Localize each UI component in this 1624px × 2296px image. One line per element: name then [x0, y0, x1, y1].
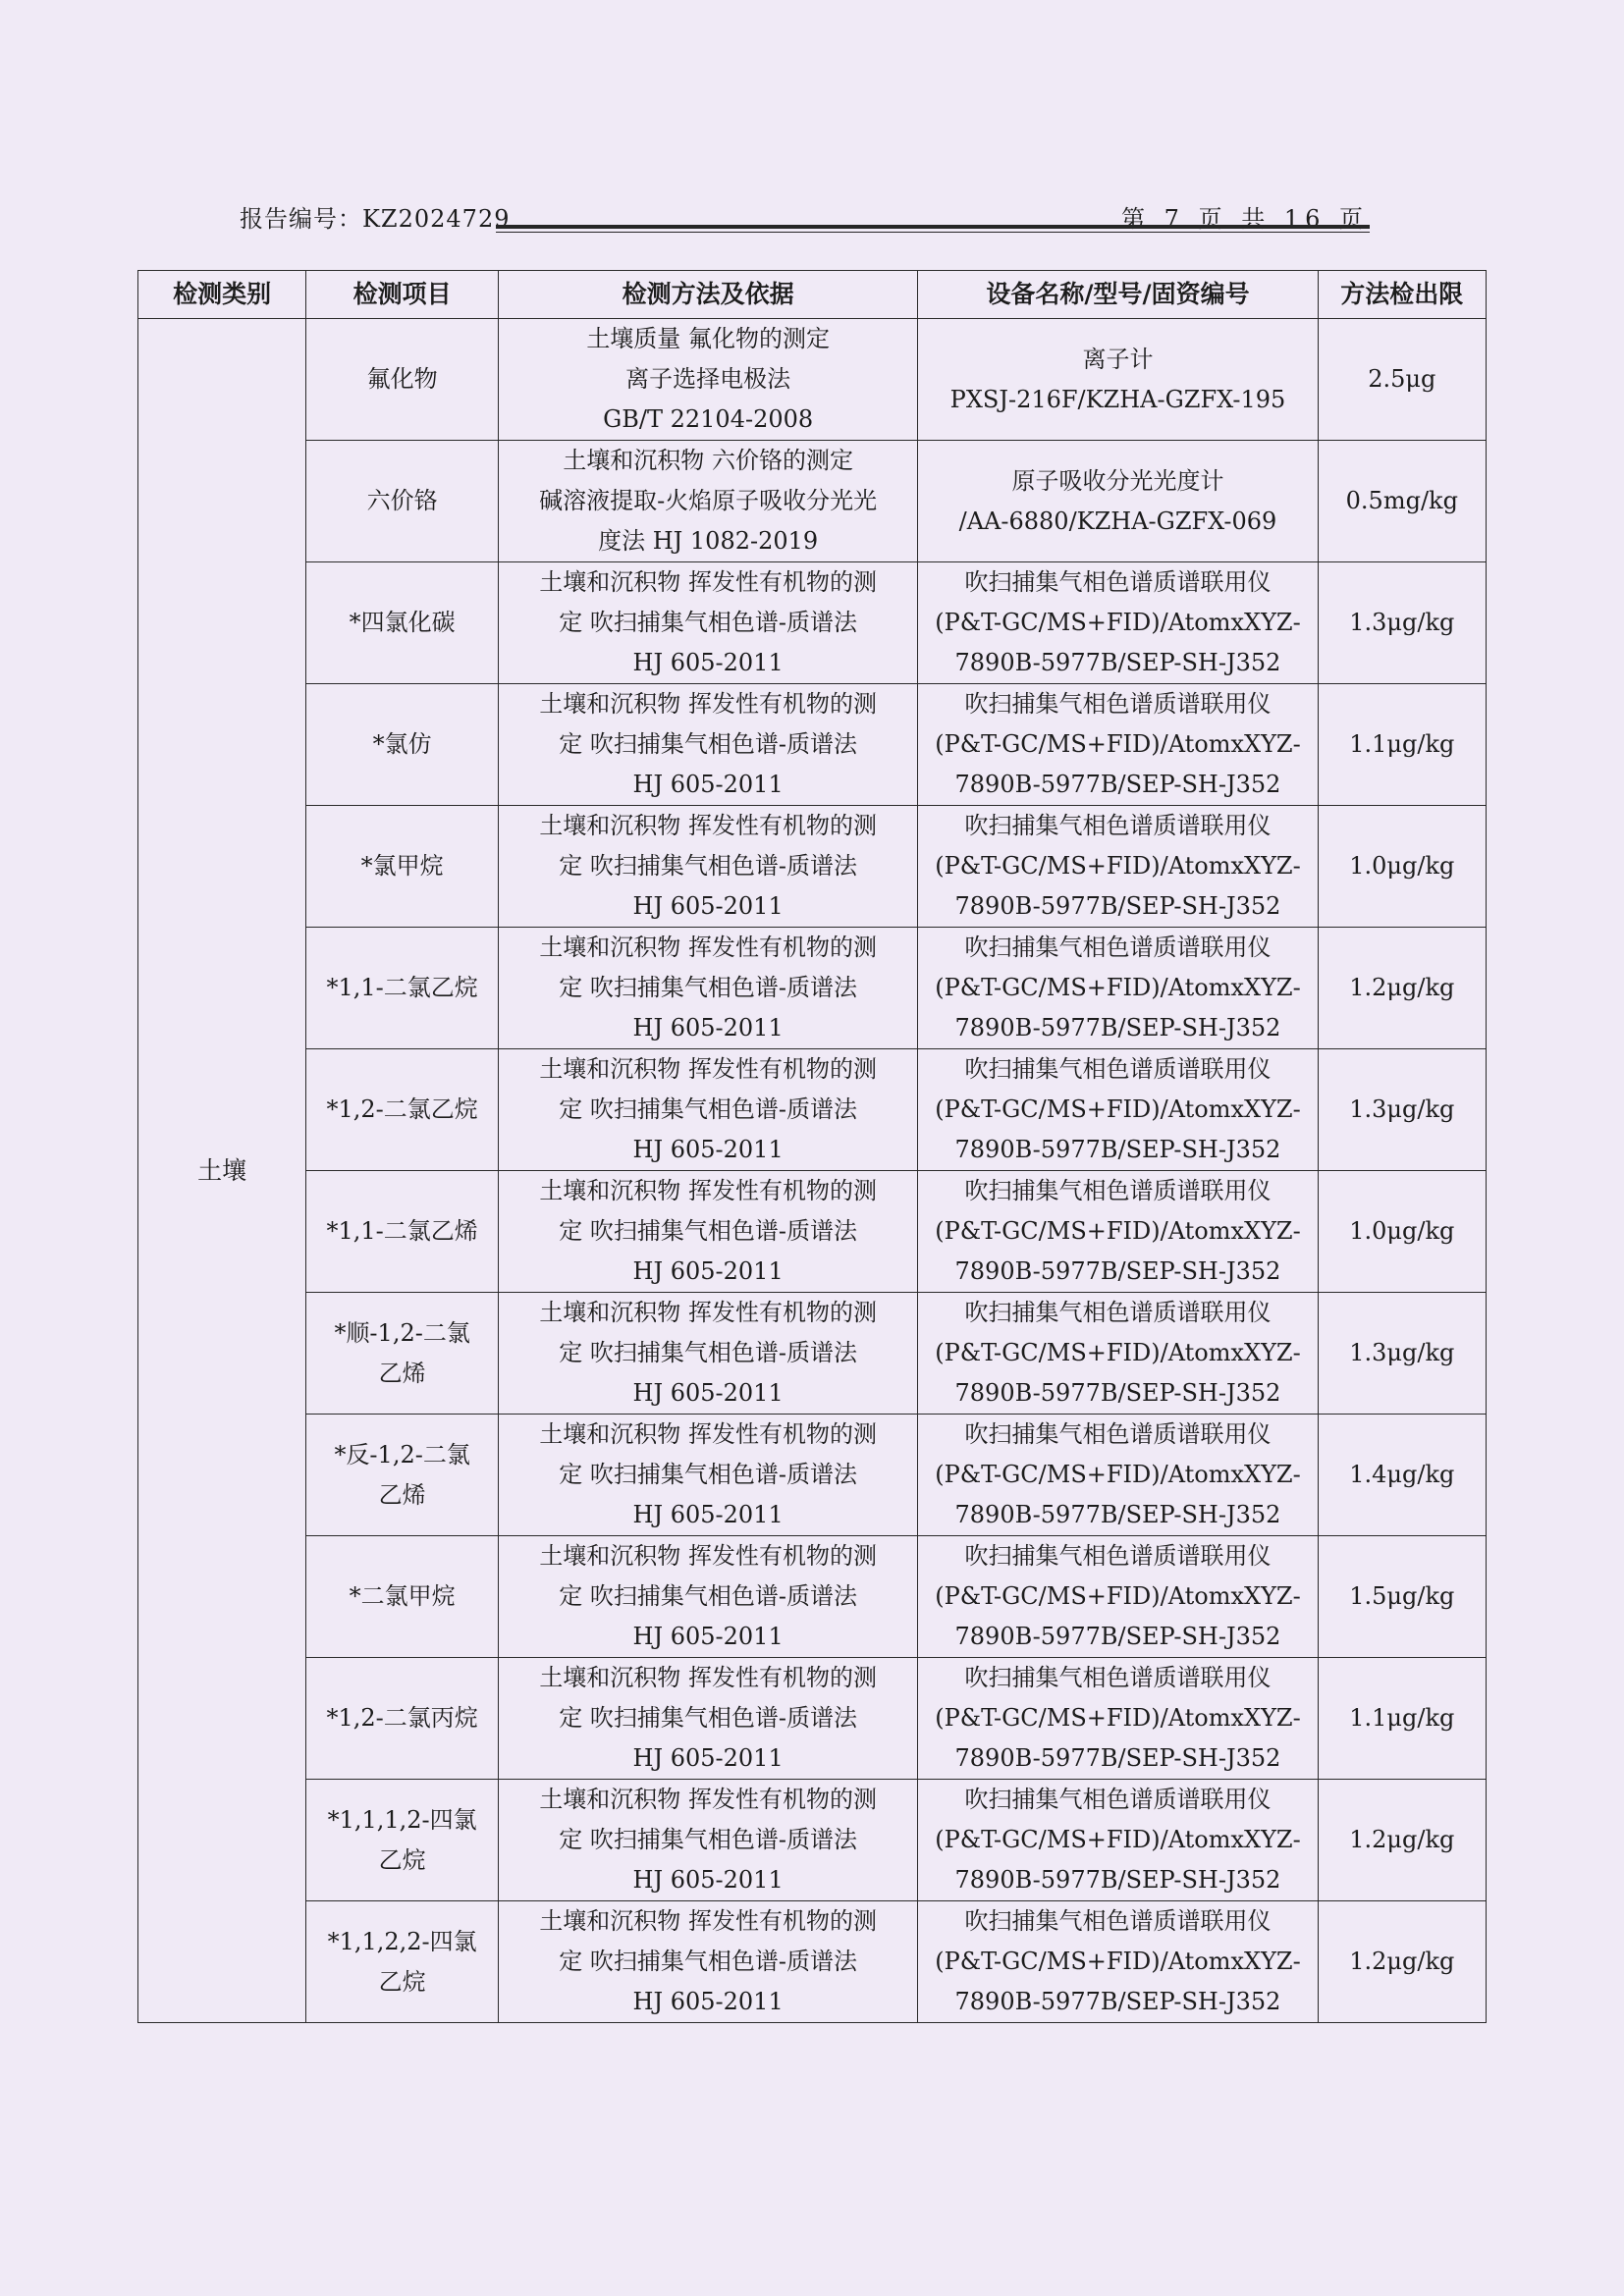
method-cell: [498, 1415, 917, 1536]
item-cell: [306, 441, 499, 562]
item-cell-line: 乙烯: [378, 1480, 426, 1509]
method-cell-line: 土壤和沉积物 挥发性有机物的测: [539, 1907, 877, 1935]
item-cell-line: *四氯化碳: [349, 609, 456, 636]
method-cell-line: 土壤和沉积物 挥发性有机物的测: [539, 1786, 877, 1813]
method-cell-line: 定 吹扫捕集气相色谱-质谱法: [559, 974, 857, 1001]
equipment-cell-line: PXSJ-216F/KZHA-GZFX-195: [949, 385, 1286, 413]
equipment-cell-line: (P&T-GC/MS+FID)/AtomxXYZ-: [935, 1704, 1301, 1732]
method-cell-line: HJ 605-2011: [632, 892, 784, 920]
item-cell: [306, 928, 499, 1049]
limit-cell: 1.2μg/kg: [1318, 928, 1486, 1049]
table-row: [138, 441, 1487, 562]
equipment-cell-line: 7890B-5977B/SEP-SH-J352: [954, 1988, 1281, 2015]
report-number: 报告编号：KZ2024729: [240, 205, 511, 233]
item-cell: [306, 1049, 499, 1171]
method-cell: [498, 928, 917, 1049]
equipment-cell: [918, 441, 1318, 562]
table-header-row: [138, 271, 1487, 319]
limit-cell: 1.5μg/kg: [1318, 1536, 1486, 1658]
limit-cell: 1.0μg/kg: [1318, 806, 1486, 928]
page-number: 第 7 页 共 16 页: [1121, 205, 1369, 233]
method-cell-line: HJ 605-2011: [632, 1988, 784, 2015]
method-cell-line: 定 吹扫捕集气相色谱-质谱法: [559, 1461, 857, 1488]
limit-cell: 1.1μg/kg: [1318, 1658, 1486, 1780]
equipment-cell-line: (P&T-GC/MS+FID)/AtomxXYZ-: [935, 852, 1301, 880]
equipment-cell-line: 吹扫捕集气相色谱质谱联用仪: [964, 1055, 1272, 1083]
equipment-cell-line: 吹扫捕集气相色谱质谱联用仪: [964, 1299, 1272, 1326]
item-cell-line: *氯仿: [372, 730, 432, 758]
limit-cell: 1.3μg/kg: [1318, 562, 1486, 684]
method-cell-line: HJ 605-2011: [632, 649, 784, 676]
method-cell: [498, 441, 917, 562]
limit-cell: 1.2μg/kg: [1318, 1780, 1486, 1901]
method-cell-line: HJ 605-2011: [632, 1379, 784, 1407]
method-cell-line: 土壤和沉积物 六价铬的测定: [563, 447, 853, 474]
method-cell-line: 土壤和沉积物 挥发性有机物的测: [539, 1055, 877, 1083]
method-cell-line: 定 吹扫捕集气相色谱-质谱法: [559, 1582, 857, 1610]
equipment-cell: [918, 806, 1318, 928]
method-cell-line: 定 吹扫捕集气相色谱-质谱法: [559, 1704, 857, 1732]
results-table: [137, 270, 1487, 2023]
limit-cell: 1.0μg/kg: [1318, 1171, 1486, 1293]
table-row: [138, 1901, 1487, 2023]
equipment-cell-line: (P&T-GC/MS+FID)/AtomxXYZ-: [935, 1826, 1301, 1853]
method-cell: [498, 806, 917, 928]
equipment-cell-line: 吹扫捕集气相色谱质谱联用仪: [964, 1420, 1272, 1448]
equipment-cell-line: (P&T-GC/MS+FID)/AtomxXYZ-: [935, 974, 1301, 1001]
method-cell: [498, 1171, 917, 1293]
item-cell-line: 乙烯: [378, 1359, 426, 1387]
equipment-cell: [918, 684, 1318, 806]
method-cell: [498, 319, 917, 441]
limit-cell: 0.5mg/kg: [1318, 441, 1486, 562]
header-item: 检测项目: [306, 271, 499, 319]
equipment-cell: [918, 1901, 1318, 2023]
equipment-cell: [918, 1658, 1318, 1780]
equipment-cell-line: 离子计: [1082, 345, 1154, 373]
method-cell: [498, 562, 917, 684]
method-cell: [498, 1049, 917, 1171]
item-cell-line: *顺-1,2-二氯: [334, 1318, 470, 1347]
equipment-cell-line: (P&T-GC/MS+FID)/AtomxXYZ-: [935, 609, 1301, 636]
table-body: [138, 319, 1487, 2023]
header-equipment: 设备名称/型号/固资编号: [918, 271, 1318, 319]
method-cell-line: 定 吹扫捕集气相色谱-质谱法: [559, 1095, 857, 1123]
table-row: [138, 1658, 1487, 1780]
equipment-cell-line: 吹扫捕集气相色谱质谱联用仪: [964, 1907, 1272, 1935]
item-cell: [306, 1780, 499, 1901]
method-cell-line: 土壤和沉积物 挥发性有机物的测: [539, 690, 877, 718]
method-cell-line: 土壤和沉积物 挥发性有机物的测: [539, 568, 877, 596]
method-cell-line: 定 吹扫捕集气相色谱-质谱法: [559, 1826, 857, 1853]
method-cell-line: 度法 HJ 1082-2019: [598, 527, 819, 555]
method-cell-line: 定 吹扫捕集气相色谱-质谱法: [559, 609, 857, 636]
method-cell: [498, 1780, 917, 1901]
equipment-cell: [918, 1536, 1318, 1658]
equipment-cell: [918, 928, 1318, 1049]
method-cell-line: 定 吹扫捕集气相色谱-质谱法: [559, 1948, 857, 1975]
table-row: [138, 1536, 1487, 1658]
item-cell-line: *1,1-二氯乙烷: [326, 974, 478, 1001]
equipment-cell-line: 7890B-5977B/SEP-SH-J352: [954, 1014, 1281, 1041]
equipment-cell-line: 7890B-5977B/SEP-SH-J352: [954, 1623, 1281, 1650]
equipment-cell-line: 吹扫捕集气相色谱质谱联用仪: [964, 934, 1272, 961]
item-cell-line: *反-1,2-二氯: [334, 1440, 470, 1468]
equipment-cell-line: 7890B-5977B/SEP-SH-J352: [954, 1257, 1281, 1285]
limit-cell: 2.5μg: [1318, 319, 1486, 441]
method-cell: [498, 1293, 917, 1415]
equipment-cell-line: 7890B-5977B/SEP-SH-J352: [954, 1866, 1281, 1894]
equipment-cell-line: 7890B-5977B/SEP-SH-J352: [954, 1744, 1281, 1772]
equipment-cell-line: 吹扫捕集气相色谱质谱联用仪: [964, 1664, 1272, 1691]
table-row: [138, 684, 1487, 806]
item-cell-line: *1,2-二氯丙烷: [326, 1704, 478, 1732]
equipment-cell-line: 7890B-5977B/SEP-SH-J352: [954, 771, 1281, 798]
method-cell-line: 土壤和沉积物 挥发性有机物的测: [539, 812, 877, 839]
equipment-cell-line: 7890B-5977B/SEP-SH-J352: [954, 1379, 1281, 1407]
item-cell: [306, 1658, 499, 1780]
header-limit: 方法检出限: [1318, 271, 1486, 319]
equipment-cell-line: (P&T-GC/MS+FID)/AtomxXYZ-: [935, 1217, 1301, 1245]
table-row: [138, 928, 1487, 1049]
method-cell-line: 定 吹扫捕集气相色谱-质谱法: [559, 1339, 857, 1366]
equipment-cell-line: 吹扫捕集气相色谱质谱联用仪: [964, 812, 1272, 839]
equipment-cell-line: 7890B-5977B/SEP-SH-J352: [954, 892, 1281, 920]
table-row: [138, 1293, 1487, 1415]
equipment-cell: [918, 1415, 1318, 1536]
item-cell: [306, 319, 499, 441]
equipment-cell-line: 吹扫捕集气相色谱质谱联用仪: [964, 568, 1272, 596]
equipment-cell: [918, 562, 1318, 684]
header-rule: [496, 225, 1370, 229]
equipment-cell-line: /AA-6880/KZHA-GZFX-069: [958, 507, 1277, 535]
method-cell: [498, 1658, 917, 1780]
item-cell: [306, 1901, 499, 2023]
method-cell-line: 土壤和沉积物 挥发性有机物的测: [539, 1542, 877, 1570]
item-cell: [306, 1171, 499, 1293]
method-cell-line: HJ 605-2011: [632, 1866, 784, 1894]
item-cell-line: *1,1,1,2-四氯: [327, 1805, 477, 1834]
table-row: [138, 1415, 1487, 1536]
method-cell-line: HJ 605-2011: [632, 1623, 784, 1650]
equipment-cell: [918, 1293, 1318, 1415]
item-cell-line: 乙烷: [378, 1845, 426, 1874]
method-cell-line: 土壤和沉积物 挥发性有机物的测: [539, 934, 877, 961]
header-category: 检测类别: [138, 271, 306, 319]
method-cell-line: HJ 605-2011: [632, 1257, 784, 1285]
item-cell-line: *二氯甲烷: [349, 1582, 456, 1610]
table-row: [138, 1780, 1487, 1901]
equipment-cell-line: 7890B-5977B/SEP-SH-J352: [954, 1136, 1281, 1163]
limit-cell: 1.2μg/kg: [1318, 1901, 1486, 2023]
item-cell-line: *氯甲烷: [360, 852, 444, 880]
method-cell-line: 定 吹扫捕集气相色谱-质谱法: [559, 852, 857, 880]
item-cell: [306, 806, 499, 928]
equipment-cell-line: (P&T-GC/MS+FID)/AtomxXYZ-: [935, 730, 1301, 758]
category-cell: 土壤: [138, 319, 306, 2023]
equipment-cell-line: (P&T-GC/MS+FID)/AtomxXYZ-: [935, 1339, 1301, 1366]
limit-cell: 1.3μg/kg: [1318, 1293, 1486, 1415]
method-cell-line: HJ 605-2011: [632, 1501, 784, 1528]
limit-cell: 1.1μg/kg: [1318, 684, 1486, 806]
method-cell-line: 土壤质量 氟化物的测定: [586, 325, 830, 352]
equipment-cell-line: 7890B-5977B/SEP-SH-J352: [954, 649, 1281, 676]
table-row: [138, 1171, 1487, 1293]
equipment-cell: [918, 1171, 1318, 1293]
header-rule-thin: [496, 232, 1370, 233]
method-cell-line: HJ 605-2011: [632, 771, 784, 798]
item-cell: [306, 562, 499, 684]
method-cell: [498, 1536, 917, 1658]
method-cell-line: 土壤和沉积物 挥发性有机物的测: [539, 1420, 877, 1448]
method-cell-line: HJ 605-2011: [632, 1136, 784, 1163]
equipment-cell-line: 吹扫捕集气相色谱质谱联用仪: [964, 1542, 1272, 1570]
item-cell: [306, 1293, 499, 1415]
table-row: [138, 806, 1487, 928]
item-cell-line: 氟化物: [366, 365, 438, 393]
equipment-cell-line: (P&T-GC/MS+FID)/AtomxXYZ-: [935, 1095, 1301, 1123]
method-cell-line: HJ 605-2011: [632, 1744, 784, 1772]
method-cell: [498, 684, 917, 806]
limit-cell: 1.3μg/kg: [1318, 1049, 1486, 1171]
item-cell-line: 六价铬: [366, 487, 438, 514]
method-cell-line: 定 吹扫捕集气相色谱-质谱法: [559, 1217, 857, 1245]
limit-cell: 1.4μg/kg: [1318, 1415, 1486, 1536]
equipment-cell-line: 原子吸收分光光度计: [1011, 466, 1224, 495]
equipment-cell: [918, 319, 1318, 441]
item-cell-line: *1,2-二氯乙烷: [326, 1095, 478, 1123]
method-cell-line: HJ 605-2011: [632, 1014, 784, 1041]
method-cell-line: 土壤和沉积物 挥发性有机物的测: [539, 1177, 877, 1204]
equipment-cell: [918, 1780, 1318, 1901]
item-cell: [306, 1415, 499, 1536]
table-row: [138, 562, 1487, 684]
table-row: [138, 319, 1487, 441]
item-cell-line: 乙烷: [378, 1967, 426, 1996]
method-cell-line: 土壤和沉积物 挥发性有机物的测: [539, 1664, 877, 1691]
method-cell-line: GB/T 22104-2008: [603, 405, 814, 433]
method-cell-line: 土壤和沉积物 挥发性有机物的测: [539, 1299, 877, 1326]
method-cell: [498, 1901, 917, 2023]
equipment-cell-line: 吹扫捕集气相色谱质谱联用仪: [964, 1177, 1272, 1204]
method-cell-line: 碱溶液提取-火焰原子吸收分光光: [539, 487, 878, 514]
item-cell-line: *1,1,2,2-四氯: [327, 1927, 477, 1955]
equipment-cell-line: 吹扫捕集气相色谱质谱联用仪: [964, 690, 1272, 718]
method-cell-line: 定 吹扫捕集气相色谱-质谱法: [559, 730, 857, 758]
equipment-cell-line: 7890B-5977B/SEP-SH-J352: [954, 1501, 1281, 1528]
item-cell: [306, 1536, 499, 1658]
header-method: 检测方法及依据: [498, 271, 917, 319]
equipment-cell-line: (P&T-GC/MS+FID)/AtomxXYZ-: [935, 1582, 1301, 1610]
item-cell-line: *1,1-二氯乙烯: [326, 1217, 478, 1245]
equipment-cell-line: 吹扫捕集气相色谱质谱联用仪: [964, 1786, 1272, 1813]
equipment-cell: [918, 1049, 1318, 1171]
item-cell: [306, 684, 499, 806]
equipment-cell-line: (P&T-GC/MS+FID)/AtomxXYZ-: [935, 1948, 1301, 1975]
equipment-cell-line: (P&T-GC/MS+FID)/AtomxXYZ-: [935, 1461, 1301, 1488]
table-row: [138, 1049, 1487, 1171]
method-cell-line: 离子选择电极法: [625, 365, 791, 393]
